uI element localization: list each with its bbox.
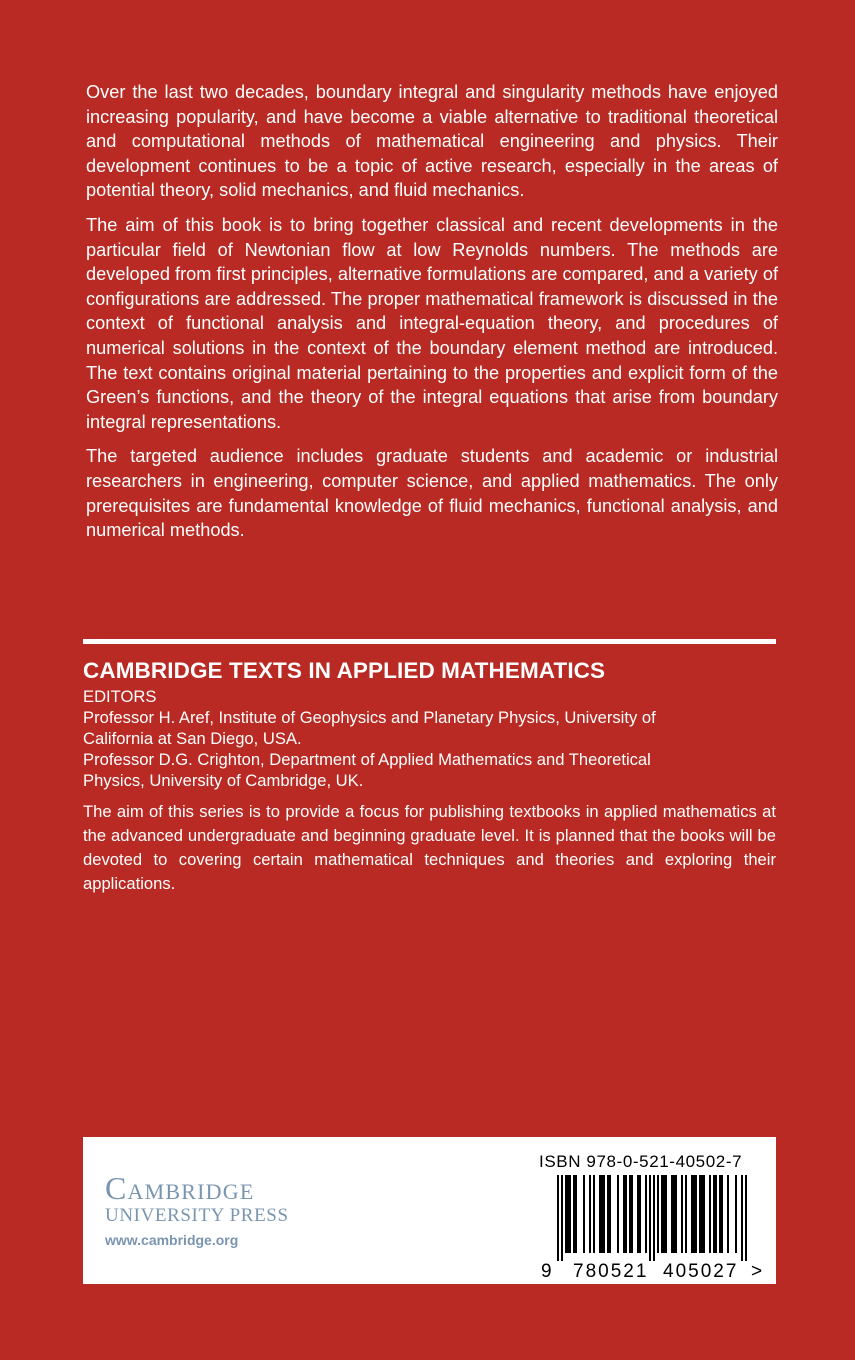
barcode-bar — [713, 1175, 715, 1253]
barcode-bar — [601, 1175, 603, 1253]
barcode-bar — [691, 1175, 693, 1253]
barcode — [535, 1173, 765, 1283]
barcode-bar — [609, 1175, 611, 1253]
barcode-bar — [693, 1175, 695, 1253]
barcode-bar — [719, 1175, 721, 1253]
barcode-bar — [703, 1175, 705, 1253]
barcode-bar — [639, 1175, 641, 1253]
publisher-url[interactable]: www.cambridge.org — [105, 1232, 239, 1248]
blurb-paragraph-1: Over the last two decades, boundary integral and singularity methods have enjoyed increasing popularity, and have become a viable alternative to traditional theoretical and computational methods of mathematical engineering and physics. Their development continues to be a topic of active research, especially in the areas of potential theory, solid mechanics, and fluid mechanics. — [86, 82, 778, 201]
publisher-subtitle: UNIVERSITY PRESS — [105, 1205, 289, 1226]
editor-2-line-1: Professor D.G. Crighton, Department of Applied Mathematics and Theoretical — [83, 750, 651, 769]
barcode-bar — [625, 1175, 627, 1253]
barcode-bar — [575, 1175, 577, 1253]
barcode-bar — [645, 1175, 647, 1253]
barcode-bar — [617, 1175, 619, 1253]
series-divider — [83, 639, 776, 644]
barcode-left-digits: 780521 — [573, 1261, 649, 1282]
barcode-bar — [589, 1175, 591, 1253]
barcode-bar — [565, 1175, 567, 1253]
barcode-bar — [663, 1175, 665, 1253]
barcode-bar — [567, 1175, 569, 1253]
barcode-bar — [637, 1175, 639, 1253]
barcode-bar — [721, 1175, 723, 1253]
barcode-bar — [735, 1175, 737, 1253]
barcode-bar — [695, 1175, 697, 1253]
editor-2-line-2: Physics, University of Cambridge, UK. — [83, 771, 364, 790]
blurb-paragraph-3: The targeted audience includes graduate students and academic or industrial researchers in engineering, computer science, and applied mathematics. The only prerequisites are fundamental knowledge of fluid mechanics, functional analysis, and numerical methods. — [86, 446, 778, 541]
series-description-text: The aim of this series is to provide a focus for publishing textbooks in applied mathematics at the advanced undergraduate and beginning graduate level. It is planned that the books will be devoted to covering certain mathematical techniques and theories and exploring their applications. — [83, 802, 776, 893]
editor-1-line-2: California at San Diego, USA. — [83, 729, 302, 748]
barcode-bar — [629, 1175, 631, 1253]
barcode-bar — [661, 1175, 663, 1253]
barcode-bar — [573, 1175, 575, 1253]
barcode-bar — [741, 1175, 743, 1261]
barcode-bar — [557, 1175, 559, 1261]
publisher-name: Cambridge — [105, 1170, 255, 1206]
barcode-bar — [681, 1175, 683, 1253]
barcode-bar — [673, 1175, 675, 1253]
barcode-first-digit: 9 — [541, 1261, 552, 1282]
barcode-bar — [665, 1175, 667, 1253]
blurb-paragraph-2: The aim of this book is to bring together classical and recent developments in the particular field of Newtonian flow at low Reynolds numbers. The methods are developed from first principles, alternative formulations are compared, and a variety of configurations are addressed. The proper mathematical framework is discussed in the context of functional analysis and integral-equation theory, and procedures of numerical solutions in the context of the boundary element method are introduced. The text contains original material pertaining to the properties and explicit form of the Green’s functions, and the theory of the integral equations that arise from boundary integral representations. — [86, 214, 778, 432]
series-description — [83, 800, 776, 896]
barcode-bar — [631, 1175, 633, 1253]
publisher-logo — [105, 1171, 289, 1249]
barcode-graphic — [535, 1173, 767, 1283]
barcode-bar — [593, 1175, 595, 1253]
barcode-bar — [569, 1175, 571, 1253]
isbn-barcode-block — [535, 1151, 765, 1283]
barcode-bars — [557, 1175, 747, 1261]
barcode-bar — [699, 1175, 701, 1253]
barcode-bar — [599, 1175, 601, 1253]
barcode-bar — [675, 1175, 677, 1253]
isbn-label: ISBN 978-0-521-40502-7 — [539, 1152, 743, 1171]
barcode-right-digits: 405027 — [663, 1261, 739, 1282]
barcode-bar — [745, 1175, 747, 1261]
barcode-bar — [709, 1175, 711, 1253]
barcode-bar — [671, 1175, 673, 1253]
barcode-bar — [653, 1175, 655, 1261]
barcode-bar — [685, 1175, 687, 1253]
barcode-bar — [649, 1175, 651, 1261]
imprint-panel — [83, 1137, 776, 1284]
barcode-quiet-mark: > — [751, 1261, 763, 1282]
barcode-bar — [727, 1175, 729, 1253]
back-cover-blurb — [86, 80, 778, 553]
editor-1-line-1: Professor H. Aref, Institute of Geophysics and Planetary Physics, University of — [83, 708, 656, 727]
barcode-bar — [561, 1175, 563, 1261]
barcode-bar — [607, 1175, 609, 1253]
barcode-bar — [583, 1175, 585, 1253]
barcode-bar — [657, 1175, 659, 1253]
series-info — [83, 656, 776, 896]
barcode-bar — [623, 1175, 625, 1253]
barcode-bar — [701, 1175, 703, 1253]
barcode-bar — [603, 1175, 605, 1253]
editors-label: EDITORS — [83, 687, 157, 706]
barcode-bar — [715, 1175, 717, 1253]
series-title: CAMBRIDGE TEXTS IN APPLIED MATHEMATICS — [83, 658, 606, 683]
